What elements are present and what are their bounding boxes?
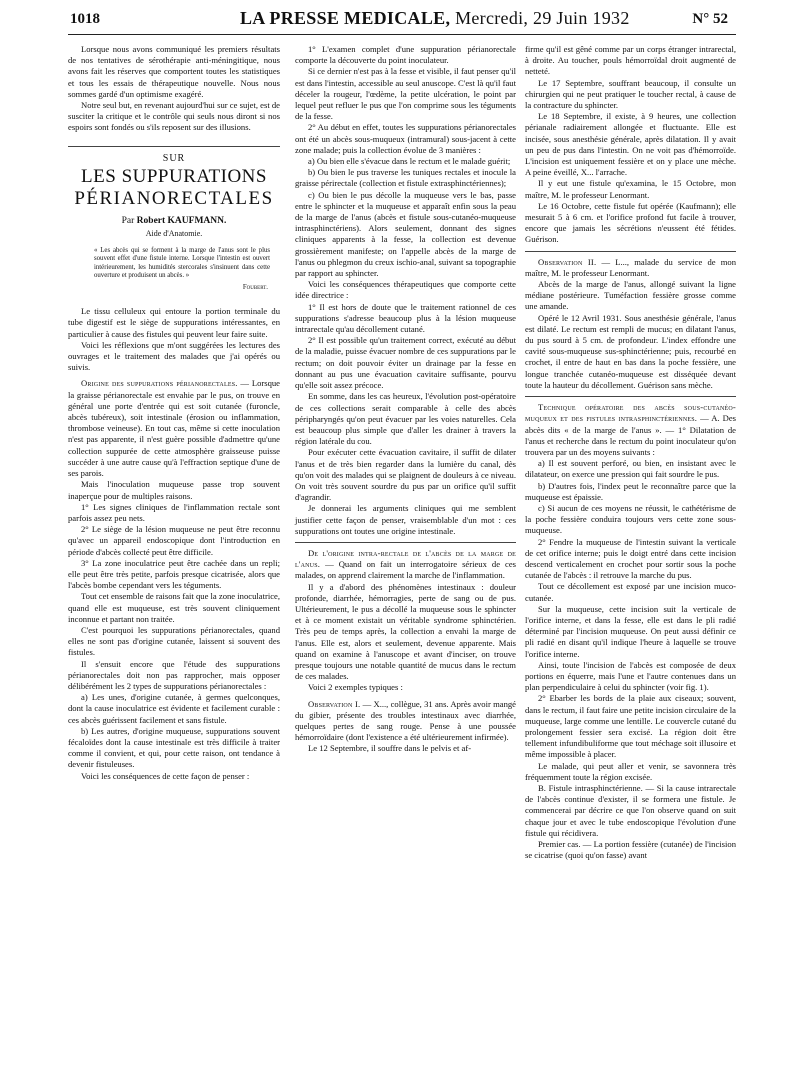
column-3 <box>525 44 736 861</box>
paragraph: 2° Fendre la muqueuse de l'intestin suivant la verticale de cet orifice interne; puis le doigt entré dans cette incision descend verticalement en crochet pour sortir sous la poche cutanée de l'abcès : il retrouve la marche du pus. <box>525 536 736 581</box>
paragraph: Le 12 Septembre, il souffre dans le pelvis et af- <box>308 743 472 754</box>
section-heading: Technique opératoire des abcès sous-cutanéo-muqueux et des fistules intrasphinctériennes. <box>525 402 736 424</box>
article-heading <box>68 153 280 240</box>
paragraph: Le 16 Octobre, cette fistule fut opérée (Kaufmann); elle mesurait 5 à 6 cm. et l'orifice profond fut facile à trouver, encore que jamais les sécrétions n'eussent été fétides. Guérison. <box>525 200 736 245</box>
paragraph: 1° Les signes cliniques de l'inflammation rectale sont parfois assez peu nets. <box>68 501 280 523</box>
paragraph: Pour exécuter cette évacuation cavitaire, il suffit de dilater l'anus et de très bien regarder dans la lumière du canal, dès qu'on voit des malades qui se plaignent de douleurs à ce niveau. On voit très souvent sourdre du pus par un orifice qu'il suffit d'agrandir. <box>295 447 516 503</box>
author-prefix: Par <box>121 215 135 226</box>
issue-number: N° 52 <box>692 11 728 27</box>
section-paragraph: Technique opératoire des abcès sous-cutanéo-muqueux et des fistules intrasphinctériennes. — A. Des abcès dits « de la marge de l'anus ». — 1° Dilatation de l'anus et recherche dans le rectum du point inoculateur qu'on trouvera par un des moyens suivants : <box>525 402 736 457</box>
author-line <box>68 216 280 227</box>
paragraph: Voici les réflexions que m'ont suggérées les lectures des ouvrages et le traitement des malades que j'ai opérés ou suivis. <box>68 339 280 373</box>
paragraph: 3° La zone inoculatrice peut être cachée dans un repli; elle peut être très petite, parfois presque cicatrisée, alors que l'abcès bombe cependant vers les téguments. <box>68 557 280 591</box>
paragraph: 1° Il est hors de doute que le traitement rationnel de ces suppurations s'adresse beaucoup plus à la lésion muqueuse intrarectale qu'au décollement cutané. <box>295 301 516 335</box>
paragraph: Ainsi, toute l'incision de l'abcès est composée de deux portions en équerre, mais l'une et l'autre contenues dans un plan perpendiculaire à celui du sphincter (voir fig. 1). <box>525 659 736 693</box>
paragraph: 2° Il est possible qu'un traitement correct, exécuté au début de la maladie, puisse évacuer nombre de ces suppurations par le rectum; on doit pouvoir éviter un drainage par la fesse en donnant au pus une évacuation cavitaire suffisante, pourvu qu'elle soit assez précoce. <box>295 335 516 391</box>
section-heading: De l'origine intra-rectale de l'abcès de la marge de l'anus. <box>295 547 516 570</box>
section-separator <box>295 542 516 543</box>
paragraph: Le 17 Septembre, souffrant beaucoup, il consulte un chirurgien qui ne peut pratiquer le toucher rectal, à cause de la contracture du sphincter. <box>525 77 736 111</box>
article-kicker: SUR <box>162 152 186 164</box>
section-separator <box>525 396 736 397</box>
paragraph: a) Ou bien elle s'évacue dans le rectum et le malade guérit; <box>308 156 511 167</box>
author-name: Robert KAUFMANN. <box>136 215 227 226</box>
paragraph: Je donnerai les arguments cliniques qui me semblent justifier cette façon de penser, vraisemblable d'un mot : ces suppurations ont toutes une origine intestinale. <box>295 503 516 536</box>
paragraph: Lorsque nous avons communiqué les premiers résultats de nos tentatives de sérothérapie anti-méningitique, nous avons fait les réserves que comportent toutes les statistiques et tous les essais de thérapeutique nouvelle. Nous nous sommes gardé d'un optimisme exagéré. <box>68 44 280 99</box>
paragraph: Le 18 Septembre, il existe, à 9 heures, une collection périanale radiairement allongée et fluctuante. Elle est incisée, sous anesthésie générale, après dilatation. Il y avait un peu de pus dans l'intestin. On ne voit pas d'hémorroïde. L'incision est uniquement fessière et on y place une mèche. A peine éveillé, X... l'arrache. <box>525 111 736 178</box>
author-affiliation: Aide d'Anatomie. <box>145 229 203 239</box>
page-header <box>0 0 800 36</box>
observation-paragraph: Observation I. — X..., collègue, 31 ans. Après avoir mangé du gibier, présente des troubles intestinaux avec diarrhée, quelques pertes de sang rouge. Pense à une poussée hémorroïdaire (dont l'existence a été ultérieurement infirmée). <box>295 698 516 743</box>
paragraph: B. Fistule intrasphinctérienne. — Si la cause intrarectale de l'abcès continue d'exister, il se formera une fistule. Je commencerai par décrire ce que l'on observe quand on suit chaque jour et avec le tube endoscopique l'évolution d'une fistule qui récidivera. <box>525 783 736 838</box>
column-1 <box>68 44 280 782</box>
article-separator <box>68 146 280 147</box>
section-paragraph: Origine des suppurations périanorectales. — Lorsque la graisse périanorectale est envahie par le pus, on trouve en général une porte d'entrée qui est soit cutanée (furoncle, abcès tubéreux), soit intestinale (érosion ou inflammation, thrombose veineuse). En tout cas, même si cette inoculation n'est pas apparente, il n'est guère possible d'admettre qu'une collection suppurée de cette atmosphère graisseuse puisse succéder à une autre cause qu'à l'effraction septique d'une de ses parois. <box>68 378 280 479</box>
paragraph: a) Il est souvent perforé, ou bien, en insistant avec le dilatateur, on exerce une pression qui fait sourdre le pus. <box>525 458 736 480</box>
journal-name: LA PRESSE MEDICALE, <box>240 8 451 28</box>
paragraph: C'est pourquoi les suppurations périanorectales, quand elles ne sont pas d'origine cutanée, laissent si souvent des fistules. <box>68 624 280 658</box>
paragraph: 2° Au début en effet, toutes les suppurations périanorectales ont été un abcès sous-muqueux (intramural) sous-jacent à cette zone malade; puis la collection évolue de 3 manières : <box>295 122 516 155</box>
paragraph: Le malade, qui peut aller et venir, se savonnera très fréquemment toute la région excisée. <box>525 760 736 782</box>
observation-heading: Observation I. <box>308 698 361 709</box>
paragraph: Voici les conséquences de cette façon de penser : <box>81 770 250 781</box>
header-rule <box>68 34 736 35</box>
paragraph: Voici 2 exemples typiques : <box>308 682 403 693</box>
paragraph: Il y eut une fistule qu'examina, le 15 Octobre, mon maître, M. le professeur Lenormant. <box>525 178 736 200</box>
paragraph: Premier cas. — La portion fessière (cutanée) de l'incision se cicatrise (quoi qu'on fasse) avant <box>525 839 736 861</box>
journal-title <box>240 8 630 29</box>
paragraph: 1° L'examen complet d'une suppuration périanorectale comporte la découverte du point inoculateur. <box>295 44 516 66</box>
paragraph: b) Les autres, d'origine muqueuse, suppurations souvent fécaloïdes dont la cause intestinale est très difficile à traiter comme il convient, et qui, pour cette raison, ont tendance à devenir fistuleuses. <box>68 725 280 770</box>
epigraph-source: Foubert. <box>242 284 268 292</box>
paragraph: c) Si aucun de ces moyens ne réussit, le cathétérisme de la poche fessière conduira toujours vers cette zone sous-muqueuse. <box>525 502 736 536</box>
paragraph: Tout ce décollement est exposé par une incision muco-cutanée. <box>525 581 736 603</box>
section-paragraph: De l'origine intra-rectale de l'abcès de la marge de l'anus. — Quand on fait un interrogatoire sérieux de ces malades, on apprend clairement la marche de l'inflammation. <box>295 547 516 581</box>
article-title-line2: PÉRIANORECTALES <box>74 187 274 209</box>
column-2 <box>295 44 516 755</box>
paragraph: Abcès de la marge de l'anus, allongé suivant la ligne médiane postérieure. Tuméfaction fessière grosse comme une amande. <box>525 279 736 312</box>
observation-paragraph: Observation II. — L..., malade du service de mon maître, M. le professeur Lenormant. <box>525 256 737 278</box>
section-separator <box>525 251 736 252</box>
paragraph: Mais l'inoculation muqueuse passe trop souvent inaperçue pour de multiples raisons. <box>68 479 280 501</box>
paragraph: Il y a d'abord des phénomènes intestinaux : douleur profonde, diarrhée, hémorragies, perte de sang ou de pus. Ultérieurement, le pus a décollé la muqueuse sous le sphincter et à ce moment existait un véritable syndrome sphinctérien. Très peu de temps après, la collection a envahi la marge de l'anus. Elle est, alors et seulement, devenue apparente. Mais quand on examine à l'anuscope et avant d'inciser, on trouve presque toujours une notable quantité de mucus dans le rectum de ces malades. <box>295 581 516 682</box>
paragraph: Opéré le 12 Avril 1931. Sous anesthésie générale, l'anus est dilaté. Le rectum est rempli de mucus; en dilatant l'anus, du pus sourd à 5 cm. de profondeur. L'index effondre une cavité sous-muqueuse sus-sphinctérienne; puis, recourbé en crochet, il entre de haut en bas dans la poche fessière, une longue tranchée cutanéo-muqueuse est disséquée devant toute la hauteur du décollement. Guérison sans mèche. <box>525 312 736 390</box>
epigraph: « Les abcès qui se forment à la marge de l'anus sont le plus souvent effet d'une fistule interne. Lorsque l'intestin est ouvert intérieurement, les humidités stercorales s'insinuent dans cette ouverture et produisent un abcès. » <box>94 247 270 279</box>
paragraph: a) Les unes, d'origine cutanée, à germes quelconques, dont la cause inoculatrice est évidente et facilement curable : ces abcès guérissent facilement et sans fistule. <box>68 692 280 725</box>
paragraph: b) Ou bien le pus traverse les tuniques rectales et inocule la graisse périrectale (collection et fistule extrasphinctériennes); <box>295 167 516 189</box>
section-heading: Origine des suppurations périanorectales. <box>81 378 238 389</box>
paragraph: Tout cet ensemble de raisons fait que la zone inoculatrice, quand elle est muqueuse, est très souvent cliniquement inconnue et partant non traitée. <box>68 591 280 624</box>
paragraph: firme qu'il est gêné comme par un corps étranger intrarectal, à droite. Au toucher, pouls hémorroïdal droit augmenté de netteté. <box>525 44 736 77</box>
paragraph: Sur la muqueuse, cette incision suit la verticale de l'orifice interne, et dans la fesse, elle est dans le pli radié déterminé par l'incision muqueuse. On peut aussi définir ce pli radié en disant qu'il indique l'heure à laquelle se trouve l'orifice interne. <box>525 603 736 659</box>
observation-heading: Observation II. <box>538 256 597 267</box>
paragraph: 2° Le siège de la lésion muqueuse ne peut être reconnu qu'avec un appareil endoscopique dont l'introduction en période d'abcès collecté peut être difficile. <box>68 524 280 557</box>
issue-date: Mercredi, 29 Juin 1932 <box>455 8 630 28</box>
paragraph: c) Ou bien le pus décolle la muqueuse vers le bas, passe entre le sphincter et la muqueuse et apparaît enfin sous la peau de la marge de l'anus (abcès et fistule sous-cutanéo-muqueuse intrasphinctériens). Alors seulement, donnant des signes cliniques apparents à la fesse, la collection est devenue grossièrement manifeste; on l'appelle abcès de la marge de l'anus ou phlegmon du creux ischio-anal, suivant sa topographie par rapport au sphincter. <box>295 189 516 279</box>
paragraph: Voici les conséquences thérapeutiques que comporte cette idée directrice : <box>295 279 516 301</box>
page-number: 1018 <box>70 11 100 27</box>
paragraph: Si ce dernier n'est pas à la fesse et visible, il faut penser qu'il est dans l'intestin, accessible au seul anuscope. C'est là qu'il faut déceler la rougeur, l'œdème, la petite ulcération, le point par lequel peut refluer le pus que l'on comprime sous les téguments de la fesse. <box>295 66 516 122</box>
paragraph: 2° Ebarber les bords de la plaie aux ciseaux; souvent, dans le rectum, il faut faire une petite incision circulaire de la muqueuse, large comme une lentille. Le couvercle cutané du prolongement fessier sera excisé. La région doit être tellement infundibuliforme que tout méchage soit illusoire et même impossible à placer. <box>525 693 736 760</box>
paragraph: Il s'ensuit encore que l'étude des suppurations périanorectales doit non pas rapprocher, mais opposer délibérément les 2 types de suppurations périanorectales : <box>68 658 280 691</box>
paragraph: En somme, dans les cas heureux, l'évolution post-opératoire de ces collections serait comparable à celle des abcès péripharyngés qu'on peut évacuer par les voies naturelles. Cela est beaucoup plus simple que d'aller les drainer à travers la région latérale du cou. <box>295 391 516 447</box>
article-title: LES SUPPURATIONS <box>81 165 267 187</box>
paragraph: b) D'autres fois, l'index peut le reconnaître parce que la muqueuse est épaissie. <box>525 480 736 502</box>
paragraph: Le tissu celluleux qui entoure la portion terminale du tube digestif est le siège de suppurations intéressantes, en particulier à cause des fistules qui peuvent leur faire suite. <box>68 306 280 339</box>
paragraph: Notre seul but, en revenant aujourd'hui sur ce sujet, est de susciter la critique et le contrôle qui seuls nous diront si nos espoirs sont fondés ou s'ils reposent sur des illusions. <box>68 100 280 133</box>
